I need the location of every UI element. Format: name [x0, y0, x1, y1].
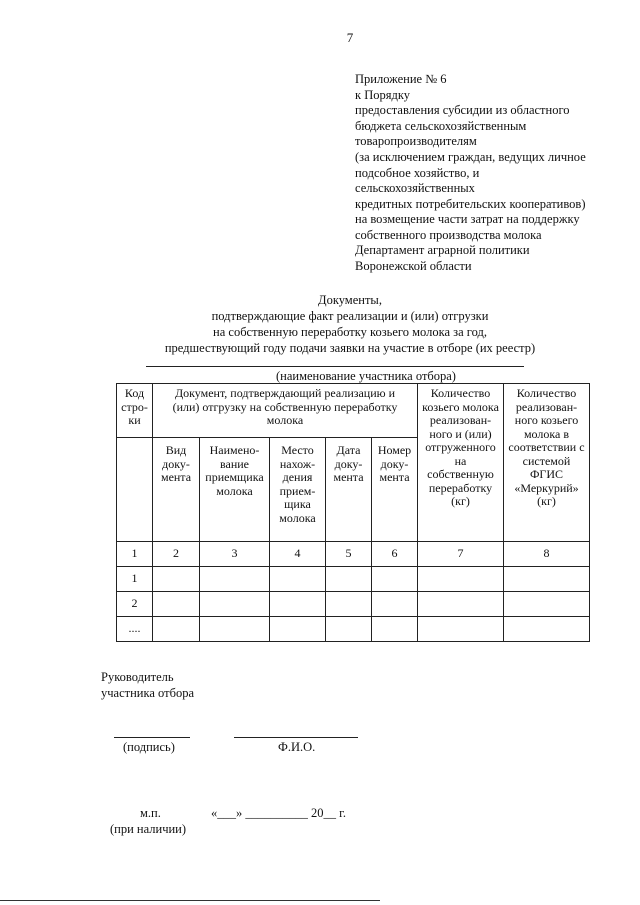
header-code-empty	[117, 438, 153, 542]
table-row	[117, 567, 590, 592]
subheader-receiver-name: Наимено- вание приемщика молока	[200, 438, 270, 542]
signature-line	[114, 737, 190, 738]
head-subtitle: участника отбора	[101, 686, 194, 700]
department-line: Департамент аграрной политики	[355, 243, 530, 257]
header-document: Документ, подтверждающий реализацию и (или) отгрузку на собственную переработку молока	[153, 384, 418, 438]
table-cell	[270, 567, 326, 592]
appendix-line: (за исключением граждан, ведущих личное	[355, 149, 586, 164]
appendix-line: предоставления субсидии из областного	[355, 103, 570, 118]
table-cell	[504, 617, 590, 642]
column-number: 6	[372, 542, 418, 567]
table-cell	[153, 567, 200, 592]
column-number: 5	[326, 542, 372, 567]
table-cell	[153, 617, 200, 642]
department-block	[355, 242, 530, 274]
department-line: Воронежской области	[355, 259, 472, 273]
table-cell	[200, 592, 270, 617]
bottom-rule	[0, 900, 380, 901]
table-cell	[153, 592, 200, 617]
appendix-line: к Порядку	[355, 87, 410, 102]
document-title	[100, 292, 600, 356]
name-line	[234, 737, 358, 738]
title-line: подтверждающие факт реализации и (или) отгрузки	[211, 309, 489, 323]
subheader-doc-type: Вид доку- мента	[153, 438, 200, 542]
table-row	[117, 592, 590, 617]
name-label: Ф.И.О.	[278, 740, 316, 754]
row-number: 1	[117, 567, 153, 592]
table-cell	[504, 567, 590, 592]
registry-table	[116, 383, 590, 642]
appendix-line: на возмещение части затрат на поддержку	[355, 212, 580, 227]
appendix-line: товаропроизводителям	[355, 134, 477, 149]
header-code: Код стро- ки	[117, 384, 153, 438]
table-cell	[326, 567, 372, 592]
column-number: 1	[117, 542, 153, 567]
head-title: Руководитель	[101, 670, 174, 684]
subheader-receiver-location: Место нахож- дения прием- щика молока	[270, 438, 326, 542]
row-number: ....	[117, 617, 153, 642]
table-cell	[504, 592, 590, 617]
table-cell	[200, 617, 270, 642]
column-number: 4	[270, 542, 326, 567]
appendix-line: кредитных потребительских кооперативов)	[355, 196, 586, 211]
column-number: 3	[200, 542, 270, 567]
appendix-block	[355, 72, 625, 244]
table-cell	[270, 617, 326, 642]
table-cell	[418, 592, 504, 617]
subheader-doc-number: Номер доку- мента	[372, 438, 418, 542]
column-number: 2	[153, 542, 200, 567]
page-number: 7	[346, 30, 354, 45]
signature-label: (подпись)	[123, 740, 175, 754]
table-cell	[326, 617, 372, 642]
stamp-note: (при наличии)	[110, 822, 187, 836]
title-line: Документы,	[318, 293, 382, 307]
table-cell	[200, 567, 270, 592]
appendix-line: собственного производства молока	[355, 227, 542, 242]
stamp-label: м.п.	[140, 806, 161, 820]
appendix-line: подсобное хозяйство, и	[355, 165, 480, 180]
table-row	[117, 617, 590, 642]
subheader-doc-date: Дата доку- мента	[326, 438, 372, 542]
appendix-line: сельскохозяйственных	[355, 181, 475, 196]
table-cell	[372, 592, 418, 617]
table-cell	[326, 592, 372, 617]
column-number: 8	[504, 542, 590, 567]
table-cell	[418, 567, 504, 592]
participant-label: (наименование участника отбора)	[276, 369, 456, 383]
appendix-line: бюджета сельскохозяйственным	[355, 118, 527, 133]
title-line: предшествующий году подачи заявки на участие в отборе (их реестр)	[164, 341, 536, 355]
table-cell	[372, 617, 418, 642]
head-block	[101, 669, 194, 701]
column-number: 7	[418, 542, 504, 567]
table-cell	[270, 592, 326, 617]
header-qty-mercury: Количество реализован- ного козьего молока в соответствии с системой ФГИС «Меркурий» (кг)	[504, 384, 590, 542]
row-number: 2	[117, 592, 153, 617]
appendix-line: Приложение № 6	[355, 72, 447, 86]
table-cell	[372, 567, 418, 592]
date-field: «___» __________ 20__ г.	[211, 806, 346, 820]
participant-name-line	[146, 366, 524, 367]
header-qty-processed: Количество козьего молока реализован- ного и (или) отгруженного на собственную переработку (кг)	[418, 384, 504, 542]
table-cell	[418, 617, 504, 642]
title-line: на собственную переработку козьего молока за год,	[213, 325, 487, 339]
